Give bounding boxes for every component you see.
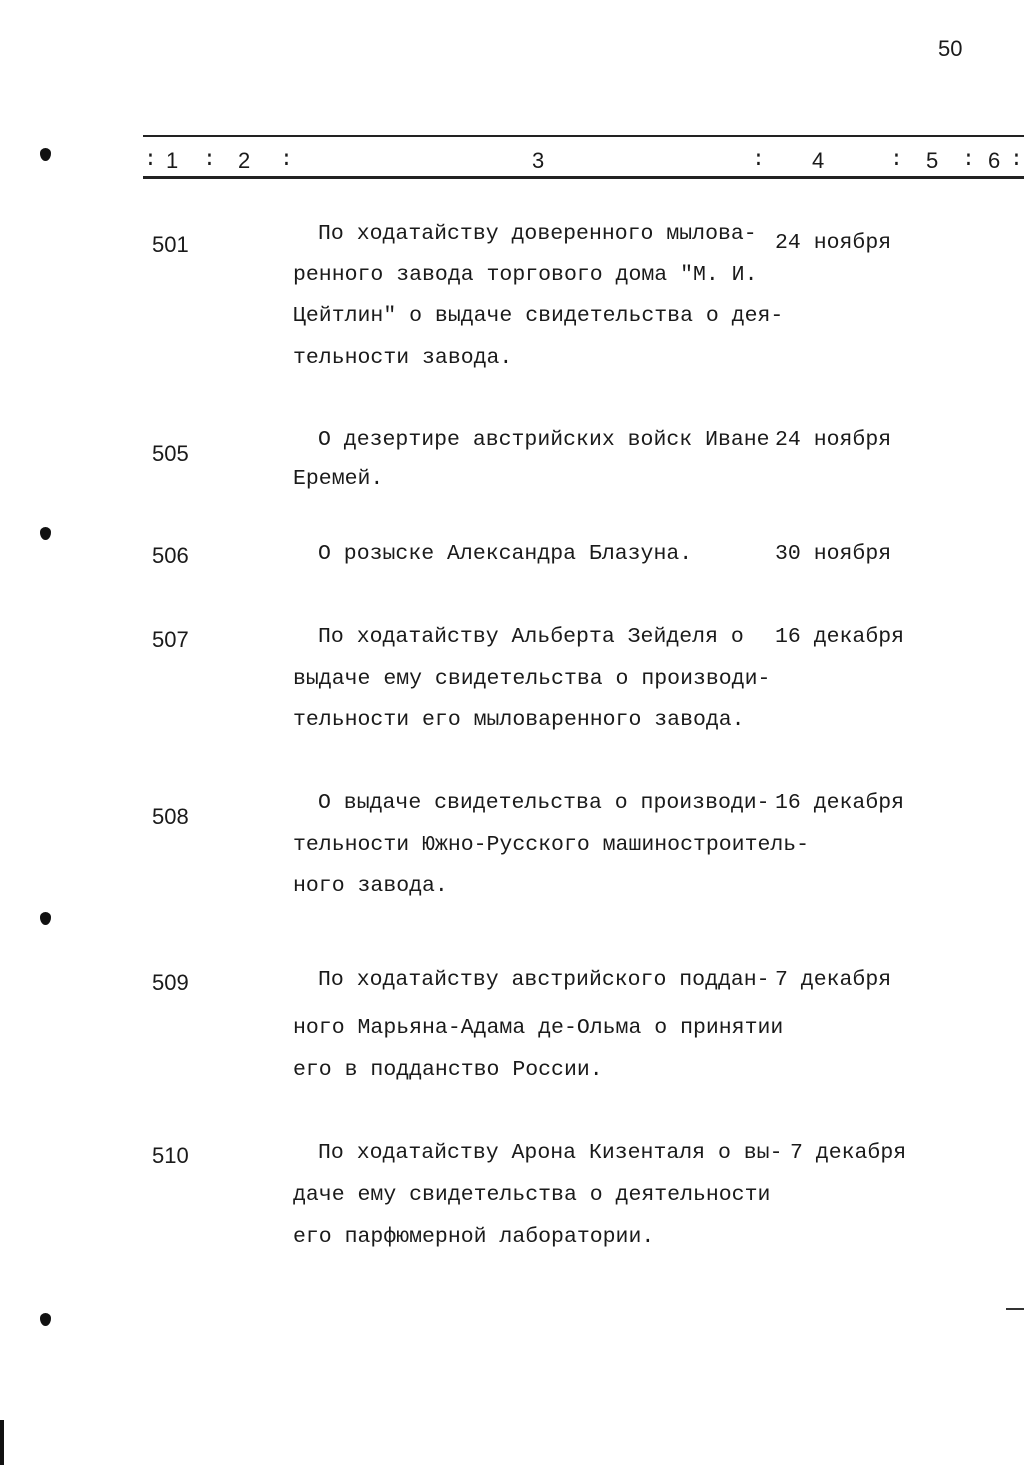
- header-sep: :: [1010, 148, 1023, 172]
- entry-line: О розыске Александра Блазуна.: [318, 542, 693, 566]
- entry-number: 509: [152, 970, 189, 995]
- entry-line: тельности завода.: [293, 346, 513, 370]
- header-sep: :: [280, 148, 293, 172]
- entry-date: 24 ноября: [775, 428, 892, 452]
- entry-line: ного завода.: [293, 874, 448, 898]
- entry-line: По ходатайству Альберта Зейделя о: [318, 625, 744, 649]
- binder-hole-mark: [40, 148, 51, 161]
- entry-line: его парфюмерной лаборатории.: [293, 1225, 655, 1249]
- header-col-5: 5: [926, 148, 939, 173]
- entry-line: По ходатайству Арона Кизенталя о вы-: [318, 1141, 783, 1165]
- header-sep: :: [752, 148, 765, 172]
- entry-date: 16 декабря: [775, 791, 905, 815]
- entry-number: 508: [152, 804, 189, 829]
- page-edge-mark: [0, 1420, 4, 1465]
- entry-line: его в подданство России.: [293, 1058, 603, 1082]
- entry-date: 16 декабря: [775, 625, 905, 649]
- entry-line: О выдаче свидетельства о производи-: [318, 791, 770, 815]
- binder-hole-mark: [40, 527, 51, 540]
- page-edge-mark: [1006, 1308, 1024, 1310]
- header-sep: :: [890, 148, 903, 172]
- entry-date: 7 декабря: [775, 968, 892, 992]
- header-col-4: 4: [812, 148, 825, 173]
- entry-number: 505: [152, 441, 189, 466]
- header-bottom-rule: [143, 176, 1024, 179]
- binder-hole-mark: [40, 1313, 51, 1326]
- entry-line: ного Марьяна-Адама де-Ольма о принятии: [293, 1016, 784, 1040]
- entry-number: 510: [152, 1143, 189, 1168]
- entry-date: 7 декабря: [790, 1141, 907, 1165]
- binder-hole-mark: [40, 912, 51, 925]
- entry-number: 507: [152, 627, 189, 652]
- header-col-2: 2: [238, 148, 251, 173]
- entry-line: выдаче ему свидетельства о производи-: [293, 667, 771, 691]
- entry-number: 501: [152, 232, 189, 257]
- entry-date: 24 ноября: [775, 231, 892, 255]
- entry-line: Цейтлин" о выдаче свидетельства о дея-: [293, 304, 784, 328]
- entry-number: 506: [152, 543, 189, 568]
- header-col-6: 6: [988, 148, 1001, 173]
- header-col-3: 3: [532, 148, 545, 173]
- entry-line: тельности его мыловаренного завода.: [293, 708, 745, 732]
- entry-line: По ходатайству доверенного мылова-: [318, 222, 757, 246]
- entry-line: тельности Южно-Русского машиностроитель-: [293, 833, 810, 857]
- header-sep: :: [144, 148, 157, 172]
- header-sep: :: [203, 148, 216, 172]
- header-sep: :: [962, 148, 975, 172]
- entry-line: Еремей.: [293, 467, 384, 491]
- entry-line: даче ему свидетельства о деятельности: [293, 1183, 771, 1207]
- header-col-1: 1: [166, 148, 179, 173]
- header-top-rule: [143, 135, 1024, 137]
- entry-line: ренного завода торгового дома "М. И.: [293, 263, 758, 287]
- entry-line: По ходатайству австрийского поддан-: [318, 968, 770, 992]
- entry-line: О дезертире австрийских войск Иване: [318, 428, 770, 452]
- page-number: 50: [938, 36, 963, 61]
- entry-date: 30 ноября: [775, 542, 892, 566]
